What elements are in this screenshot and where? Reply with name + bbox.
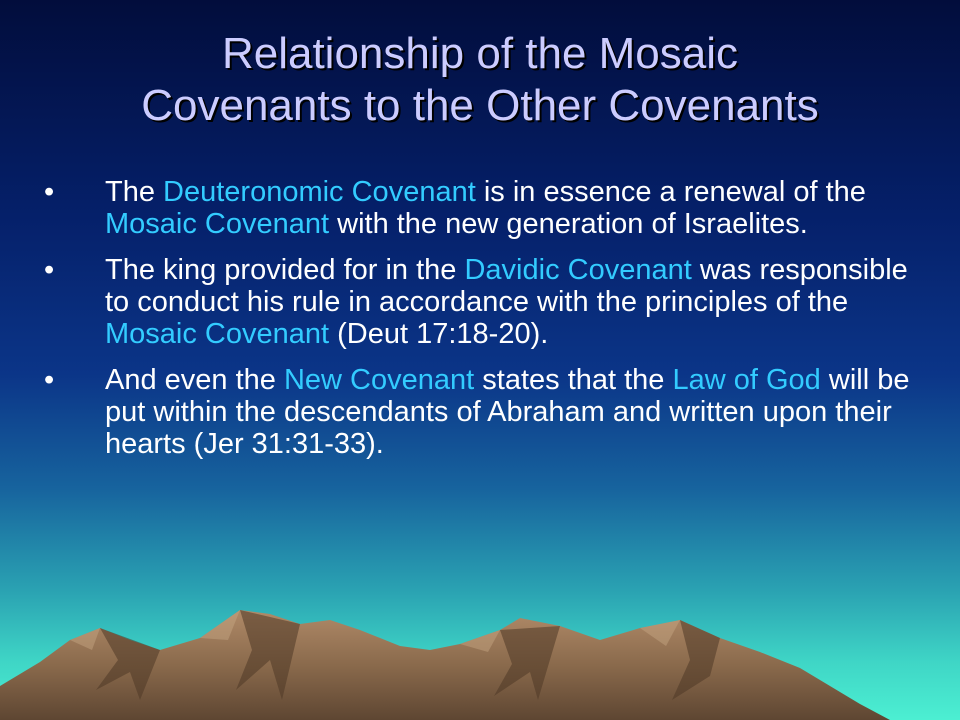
bullet-list bbox=[40, 176, 920, 474]
bullet-dot-icon: • bbox=[44, 176, 55, 208]
text-segment: with the new generation of Israelites. bbox=[329, 208, 808, 240]
text-segment: will be put within the descendants of Abraham and written upon their hearts (Jer 31:31-33). bbox=[105, 364, 910, 460]
highlighted-term: Law of God bbox=[672, 364, 821, 396]
bullet-text bbox=[105, 254, 908, 350]
text-segment: is in essence a renewal of the bbox=[475, 176, 866, 208]
bullet-text bbox=[105, 176, 866, 240]
highlighted-term: Mosaic Covenant bbox=[105, 208, 330, 240]
text-segment: was responsible to conduct his rule in accordance with the principles of the bbox=[105, 254, 908, 318]
text-segment: The king provided for in the bbox=[105, 254, 465, 286]
slide-title bbox=[40, 28, 920, 132]
text-segment: The bbox=[105, 176, 164, 208]
text-segment: states that the bbox=[474, 364, 673, 396]
highlighted-term: New Covenant bbox=[283, 364, 475, 396]
bullet-item bbox=[40, 364, 920, 460]
highlighted-term: Davidic Covenant bbox=[464, 254, 692, 286]
bullet-dot-icon: • bbox=[44, 254, 55, 286]
bullet-item bbox=[40, 176, 920, 240]
bullet-dot-icon: • bbox=[44, 364, 55, 396]
bullet-item bbox=[40, 254, 920, 350]
highlighted-term: Mosaic Covenant bbox=[105, 318, 330, 350]
bullet-text bbox=[105, 364, 909, 460]
text-segment: (Deut 17:18-20). bbox=[329, 318, 549, 350]
title-line-1: Relationship of the Mosaic bbox=[221, 29, 739, 78]
highlighted-term: Deuteronomic Covenant bbox=[163, 176, 476, 208]
text-segment: And even the bbox=[105, 364, 284, 396]
title-line-2: Covenants to the Other Covenants bbox=[141, 81, 819, 130]
